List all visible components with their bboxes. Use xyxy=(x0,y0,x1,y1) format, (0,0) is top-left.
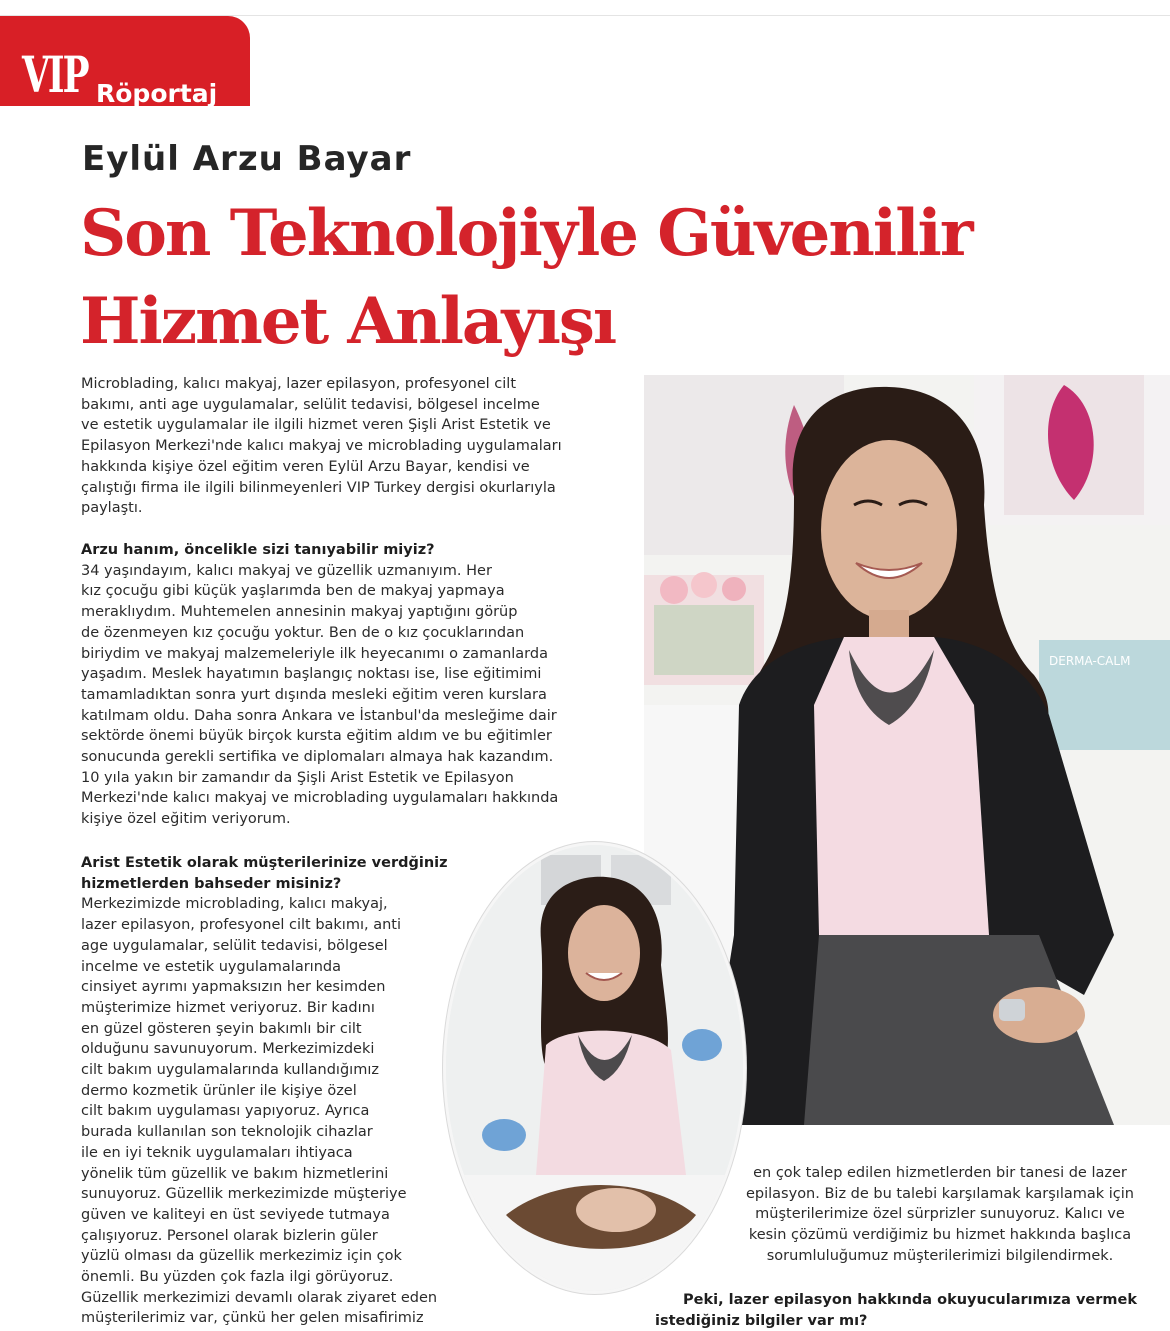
vip-logo: VIP xyxy=(22,45,88,104)
qa-block-2 xyxy=(81,853,481,1329)
intro-paragraph xyxy=(81,374,611,519)
question-3-line: Peki, lazer epilasyon hakkında okuyucularımıza vermek xyxy=(683,1292,1137,1308)
text-line: de özenmeyen kız çocuğu yoktur. Ben de o kız çocuklarından xyxy=(81,624,525,641)
question-3-line: istediğiniz bilgiler var mı? xyxy=(655,1312,868,1329)
qa-block-3 xyxy=(655,1290,1155,1331)
text-line: müşterilerimiz var, çünkü her gelen misafirimiz xyxy=(81,1310,424,1327)
text-line: lazer epilasyon, profesyonel cilt bakımı, anti xyxy=(81,917,401,934)
text-line: sorumluluğumuz müşterilerimizi bilgilendirmek. xyxy=(766,1247,1114,1264)
question-2-line: Arist Estetik olarak müşterilerinize verdğiniz xyxy=(81,855,448,871)
section-label: Röportaj xyxy=(96,79,218,108)
text-line: tamamladıktan sonra yurt dışında mesleki eğitim veren kurslara xyxy=(81,686,547,703)
text-line: age uygulamalar, selülit tedavisi, bölgesel xyxy=(81,937,388,954)
text-line: katılmam oldu. Daha sonra Ankara ve İstanbul'da mesleğime dair xyxy=(81,707,557,724)
text-line: epilasyon. Biz de bu talebi karşılamak karşılamak için xyxy=(745,1185,1134,1202)
text-line: incelme ve estetik uygulamalarında xyxy=(81,958,341,975)
text-line: kesin çözümü verdiğimiz bu hizmet hakkında başlıca xyxy=(748,1227,1132,1244)
text-line: Epilasyon Merkezi'nde kalıcı makyaj ve microblading uygulamaları xyxy=(81,438,562,455)
text-line: en çok talep edilen hizmetlerden bir tanesi de lazer xyxy=(753,1165,1127,1181)
text-line: çalışıyoruz. Personel olarak bizlerin güler xyxy=(81,1227,378,1244)
text-line: yaşadım. Meslek hayatımın başlangıç noktası ise, lise eğitimimi xyxy=(81,666,542,683)
text-line: müşterimize hizmet veriyoruz. Bir kadını xyxy=(81,999,375,1016)
text-line: 10 yıla yakın bir zamandır da Şişli Arist Estetik ve Epilasyon xyxy=(81,769,514,786)
inset-photo xyxy=(443,842,746,1294)
text-line: müşterilerimize özel sürprizler sunuyoruz. Kalıcı ve xyxy=(755,1206,1125,1223)
text-line: burada kullanılan son teknolojik cihazlar xyxy=(81,1124,373,1141)
text-line: olduğunu savunuyorum. Merkezimizdeki xyxy=(81,1041,375,1058)
text-line: sektörde önemi büyük birçok kursta eğitim aldım ve bu eğitimler xyxy=(81,728,552,745)
text-line: güven ve kaliteyi en üst seviyede tutmaya xyxy=(81,1206,390,1223)
text-line: kişiye özel eğitim veriyorum. xyxy=(81,811,291,828)
text-line: ile en iyi teknik uygulamaları ihtiyaca xyxy=(81,1144,353,1161)
text-line: kız çocuğu gibi küçük yaşlarımda ben de makyaj yapmaya xyxy=(81,583,505,600)
text-line: cilt bakım uygulamalarında kullandığımız xyxy=(81,1062,379,1079)
qa-block-1 xyxy=(81,540,611,830)
text-line: yönelik tüm güzellik ve bakım hizmetlerini xyxy=(81,1165,389,1182)
question-2-line: hizmetlerden bahseder misiniz? xyxy=(81,875,342,892)
text-line: bakımı, anti age uygulamalar, selülit tedavisi, bölgesel incelme xyxy=(81,396,540,413)
text-line: ve estetik uygulamalar ile ilgili hizmet veren Şişli Arist Estetik ve xyxy=(81,417,551,434)
author-name: Eylül Arzu Bayar xyxy=(82,139,412,179)
product-box-label: DERMA-CALM xyxy=(1049,654,1131,668)
text-line: paylaştı. xyxy=(81,500,143,517)
text-line: sunuyoruz. Güzellik merkezimizde müşteriye xyxy=(81,1186,407,1203)
text-line: sonucunda gerekli sertifika ve diplomaları almaya hak kazandım. xyxy=(81,749,554,766)
question-1: Arzu hanım, öncelikle sizi tanıyabilir miyiz? xyxy=(81,542,435,558)
column-3-paragraph xyxy=(715,1163,1165,1267)
text-line: cilt bakım uygulaması yapıyoruz. Ayrıca xyxy=(81,1103,370,1120)
text-line: yüzlü olması da güzellik merkezimiz için çok xyxy=(81,1248,402,1265)
text-line: 34 yaşındayım, kalıcı makyaj ve güzellik uzmanıyım. Her xyxy=(81,562,492,579)
text-line: önemli. Bu yüzden çok fazla ilgi görüyoruz. xyxy=(81,1269,394,1286)
text-line: çalıştığı firma ile ilgili bilinmeyenleri VIP Turkey dergisi okurlarıyla xyxy=(81,479,556,496)
text-line: Merkezi'nde kalıcı makyaj ve microblading uygulamaları hakkında xyxy=(81,790,559,807)
text-line: biriydim ve makyaj malzemeleriyle ilk heyecanımı o zamanlarda xyxy=(81,645,548,662)
text-line: Merkezimizde microblading, kalıcı makyaj, xyxy=(81,896,388,913)
text-line: Microblading, kalıcı makyaj, lazer epilasyon, profesyonel cilt xyxy=(81,376,516,392)
text-line: cinsiyet ayrımı yapmaksızın her kesimden xyxy=(81,979,386,996)
text-line: meraklıydım. Muhtemelen annesinin makyaj yaptığını görüp xyxy=(81,604,518,621)
section-tag xyxy=(0,16,250,106)
text-line: dermo kozmetik ürünler ile kişiye özel xyxy=(81,1082,357,1099)
text-line: Güzellik merkezimizi devamlı olarak ziyaret eden xyxy=(81,1289,438,1306)
text-line: hakkında kişiye özel eğitim veren Eylül Arzu Bayar, kendisi ve xyxy=(81,458,530,475)
text-line: en güzel gösteren şeyin bakımlı bir cilt xyxy=(81,1020,362,1037)
headline: Son Teknolojiyle Güvenilir Hizmet Anlayışı xyxy=(80,196,972,359)
